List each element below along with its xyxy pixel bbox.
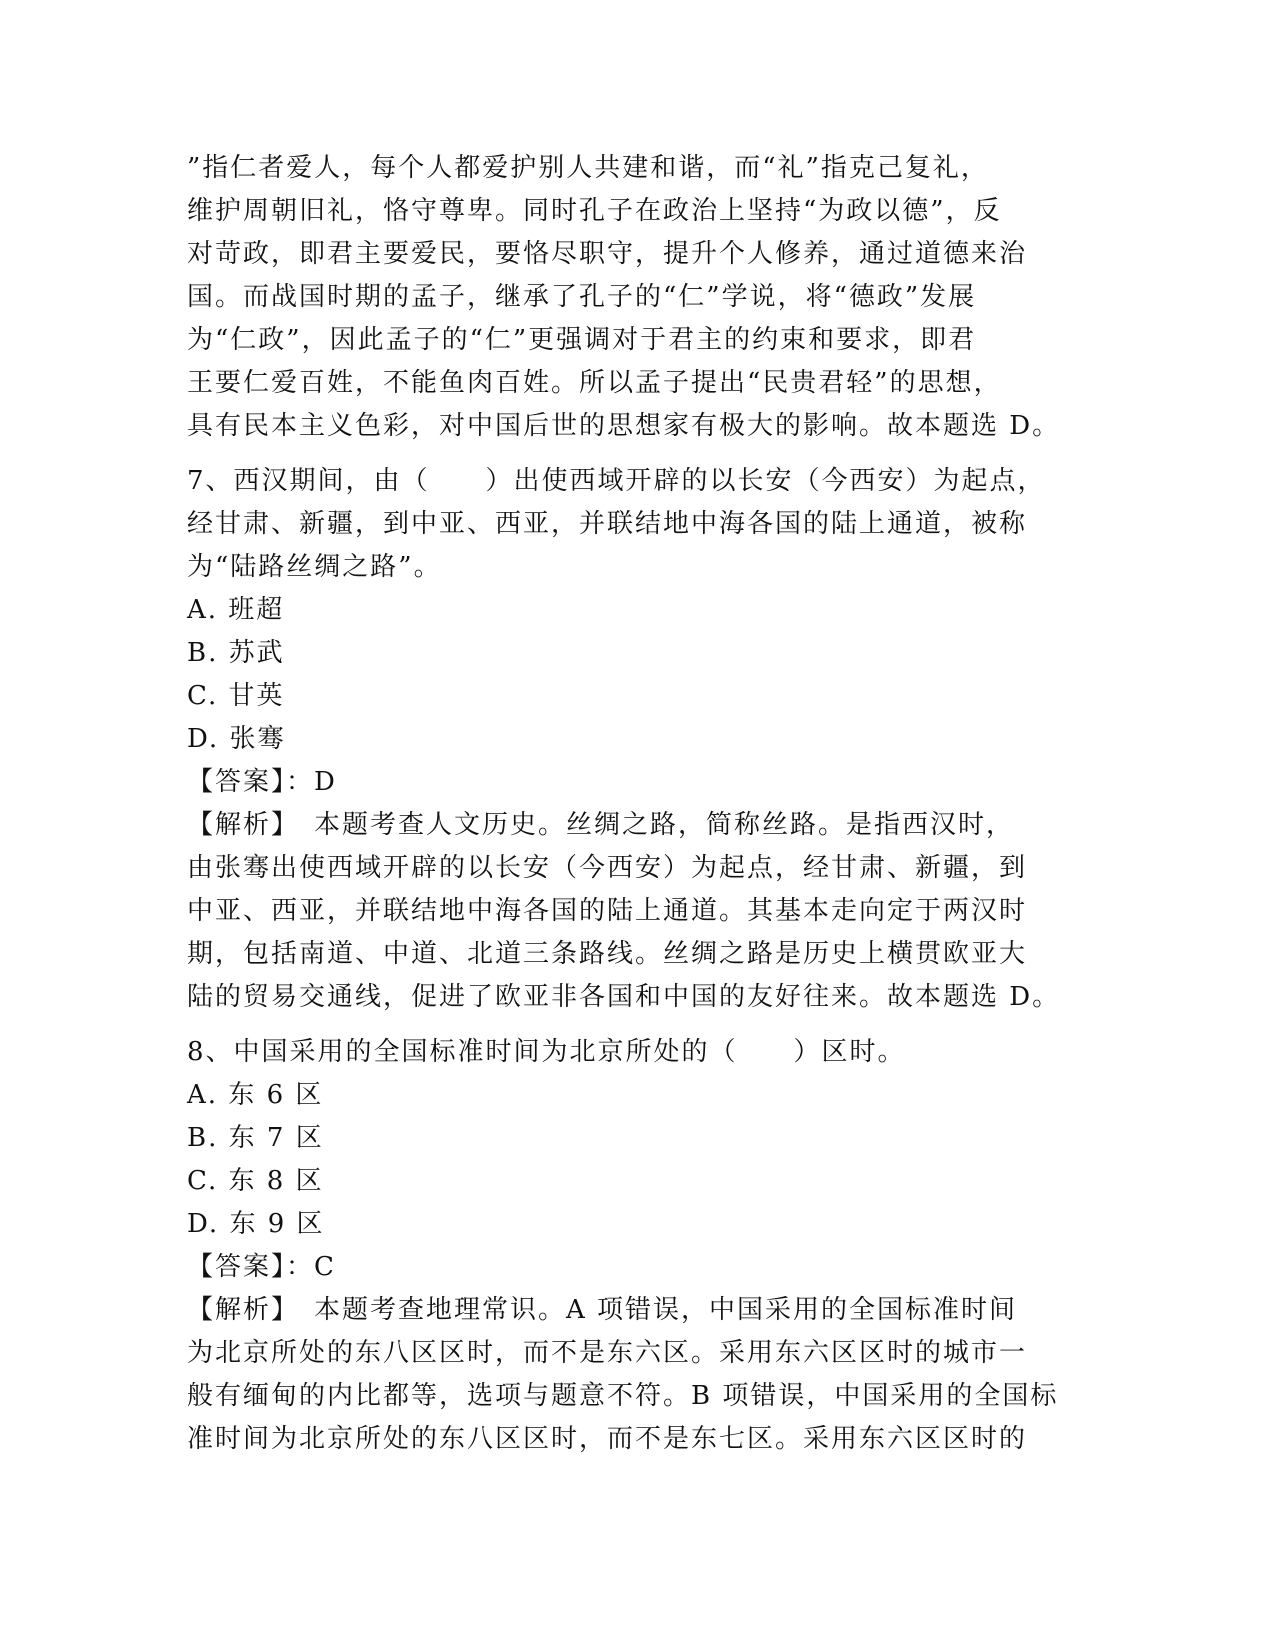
option-c: C. 甘英	[187, 681, 285, 711]
analysis-line: 由张骞出使西域开辟的以长安（今西安）为起点，经甘肃、新疆，到	[187, 853, 1028, 883]
text-line: 国。而战国时期的孟子，继承了孔子的“仁”学说，将“德政”发展	[187, 282, 977, 312]
option-b: B. 东 7 区	[187, 1123, 324, 1153]
option-d: D. 张骞	[187, 724, 286, 754]
question-7	[187, 460, 1087, 1019]
text-line: 具有民本主义色彩，对中国后世的思想家有极大的影响。故本题选 D。	[187, 411, 1061, 441]
text-line: 为“仁政”，因此孟子的“仁”更强调对于君主的约束和要求，即君	[187, 325, 977, 355]
answer-label: 【答案】：D	[187, 767, 337, 797]
option-c: C. 东 8 区	[187, 1166, 324, 1196]
text-line: 王要仁爱百姓，不能鱼肉百姓。所以孟子提出“民贵君轻”的思想，	[187, 368, 1002, 398]
text-line: 对苛政，即君主要爱民，要恪尽职守，提升个人修养，通过道德来治	[187, 239, 1028, 269]
option-b: B. 苏武	[187, 638, 285, 668]
question-stem-line: 经甘肃、新疆，到中亚、西亚，并联结地中海各国的陆上通道，被称	[187, 509, 1028, 539]
question-8	[187, 1031, 1087, 1461]
question-stem-line: 7、西汉期间，由（ ）出使西域开辟的以长安（今西安）为起点，	[187, 466, 1046, 496]
analysis-line: 中亚、西亚，并联结地中海各国的陆上通道。其基本走向定于两汉时	[187, 896, 1028, 926]
option-d: D. 东 9 区	[187, 1209, 325, 1239]
analysis-line: 般有缅甸的内比都等，选项与题意不符。B 项错误，中国采用的全国标	[187, 1381, 1059, 1411]
analysis-line: 陆的贸易交通线，促进了欧亚非各国和中国的友好往来。故本题选 D。	[187, 982, 1061, 1012]
text-line: 维护周朝旧礼，恪守尊卑。同时孔子在政治上坚持“为政以德”，反	[187, 196, 1002, 226]
question-stem-line: 8、中国采用的全国标准时间为北京所处的（ ）区时。	[187, 1037, 906, 1067]
analysis-line: 准时间为北京所处的东八区区时，而不是东七区。采用东六区区时的	[187, 1424, 1028, 1454]
page-content	[187, 147, 1087, 1461]
analysis-line: 为北京所处的东八区区时，而不是东六区。采用东六区区时的城市一	[187, 1338, 1028, 1368]
option-a: A. 东 6 区	[187, 1080, 324, 1110]
option-a: A. 班超	[187, 595, 285, 625]
answer-label: 【答案】：C	[187, 1252, 336, 1282]
question-stem-line: 为“陆路丝绸之路”。	[187, 552, 442, 582]
analysis-line: 【解析】 本题考查地理常识。A 项错误，中国采用的全国标准时间	[187, 1295, 1018, 1325]
analysis-line: 【解析】 本题考查人文历史。丝绸之路，简称丝路。是指西汉时，	[187, 810, 1015, 840]
q6-analysis-continuation	[187, 147, 1087, 448]
text-line: ”指仁者爱人，每个人都爱护别人共建和谐，而“礼”指克己复礼，	[187, 153, 989, 183]
analysis-line: 期，包括南道、中道、北道三条路线。丝绸之路是历史上横贯欧亚大	[187, 939, 1028, 969]
